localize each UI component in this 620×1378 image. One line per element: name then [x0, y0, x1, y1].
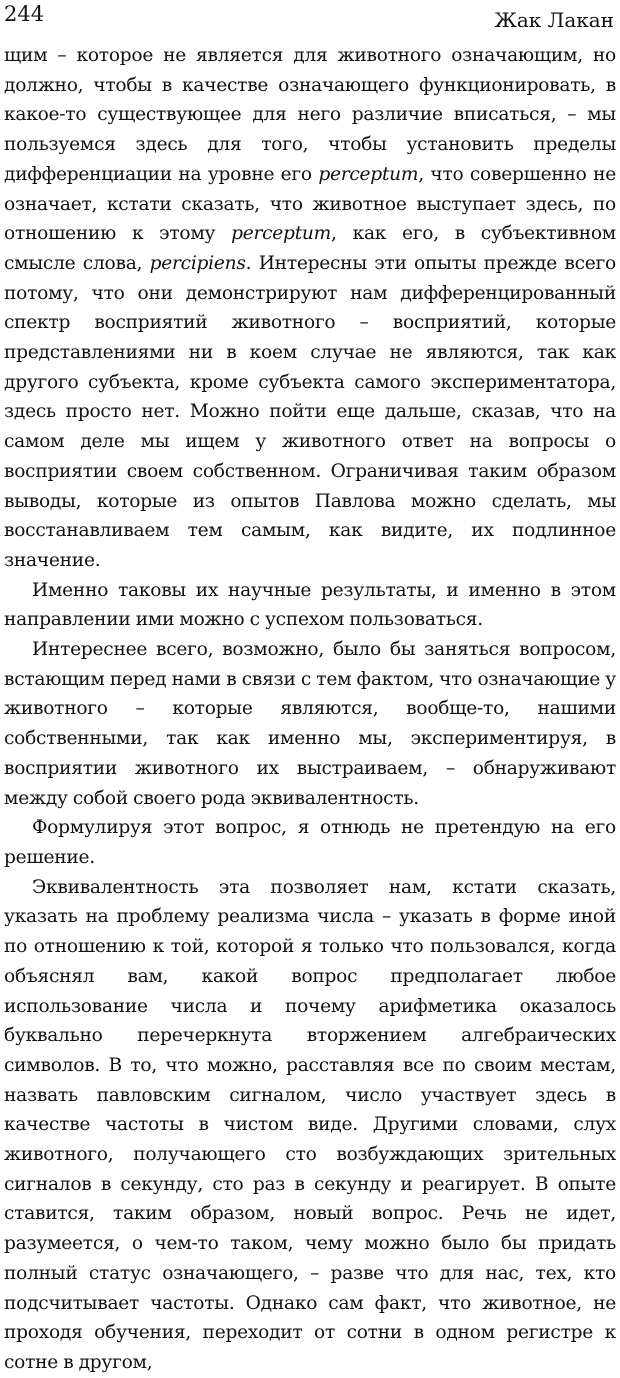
paragraph: Интереснее всего, возможно, было бы заняться вопросом, встающим перед нами в связи с тем фактом, что означающие у животного – которые являются, вообще-то, нашими собственными, так как именно мы, экспериментируя, в восприятии животного их выстраиваем, – обнаруживают между собой своего рода эквивалентность.	[4, 639, 616, 809]
paragraph-continued	[4, 41, 616, 576]
page-header	[4, 2, 614, 32]
text-segment: , что совершенно не означает, кстати сказать, что животное выступает здесь, по отношению к этому	[4, 163, 616, 245]
page-number: 244	[4, 2, 45, 26]
body-text	[4, 41, 616, 1378]
italic-term-perceptum: perceptum	[318, 163, 419, 185]
paragraph: Эквивалентность эта позволяет нам, кстати сказать, указать на проблему реализма числа – указать в форме иной по отношению к той, которой я только что пользовался, когда объяснял вам, какой вопрос предполагает любое использование числа и почему арифметика оказалось буквально перечеркнута вторжением алгебраических символов. В то, что можно, расставляя все по своим местам, назвать павловским сигналом, число участвует здесь в качестве частоты в чистом виде. Другими словами, слух животного, получающего сто возбуждающих зрительных сигналов в секунду, сто раз в секунду и реагирует. В опыте ставится, таким образом, новый вопрос. Речь не идет, разумеется, о чем-то таком, чему можно было бы придать полный статус означающего, – разве что для нас, тех, кто подсчитывает частоты. Однако сам факт, что животное, не проходя обучения, переходит от сотни в одном регистре к сотне в другом,	[4, 876, 616, 1373]
paragraph: Формулируя этот вопрос, я отнюдь не претендую на его решение.	[4, 817, 616, 868]
text-segment: , как его, в субъективном смысле слова,	[4, 223, 616, 274]
italic-term-perceptum: perceptum	[231, 223, 332, 245]
text-segment: щим – которое не является для животного означающим, но должно, чтобы в качестве означающего функционировать, в какое-то существующее для него различие вписаться, – мы пользуемся здесь для того, чтобы установить пределы дифференциации на уровне его	[4, 45, 616, 185]
text-segment: . Интересны эти опыты прежде всего потому, что они демонстрируют нам дифференцированный спектр восприятий животного – восприятий, которые представлениями ни в коем случае не являются, так как другого субъекта, кроме субъекта самого экспериментатора, здесь просто нет. Можно пойти еще дальше, сказав, что на самом деле мы ищем у животного ответ на вопросы о восприятии своем собственном. Ограничивая таким образом выводы, которые из опытов Павлова можно сделать, мы восстанавливаем тем самым, как видите, их подлинное значение.	[4, 252, 616, 571]
running-head-author: Жак Лакан	[494, 8, 614, 32]
italic-term-percipiens: percipiens	[149, 252, 246, 274]
paragraph: Именно таковы их научные результаты, и именно в этом направлении ими можно с успехом пользоваться.	[4, 579, 616, 631]
